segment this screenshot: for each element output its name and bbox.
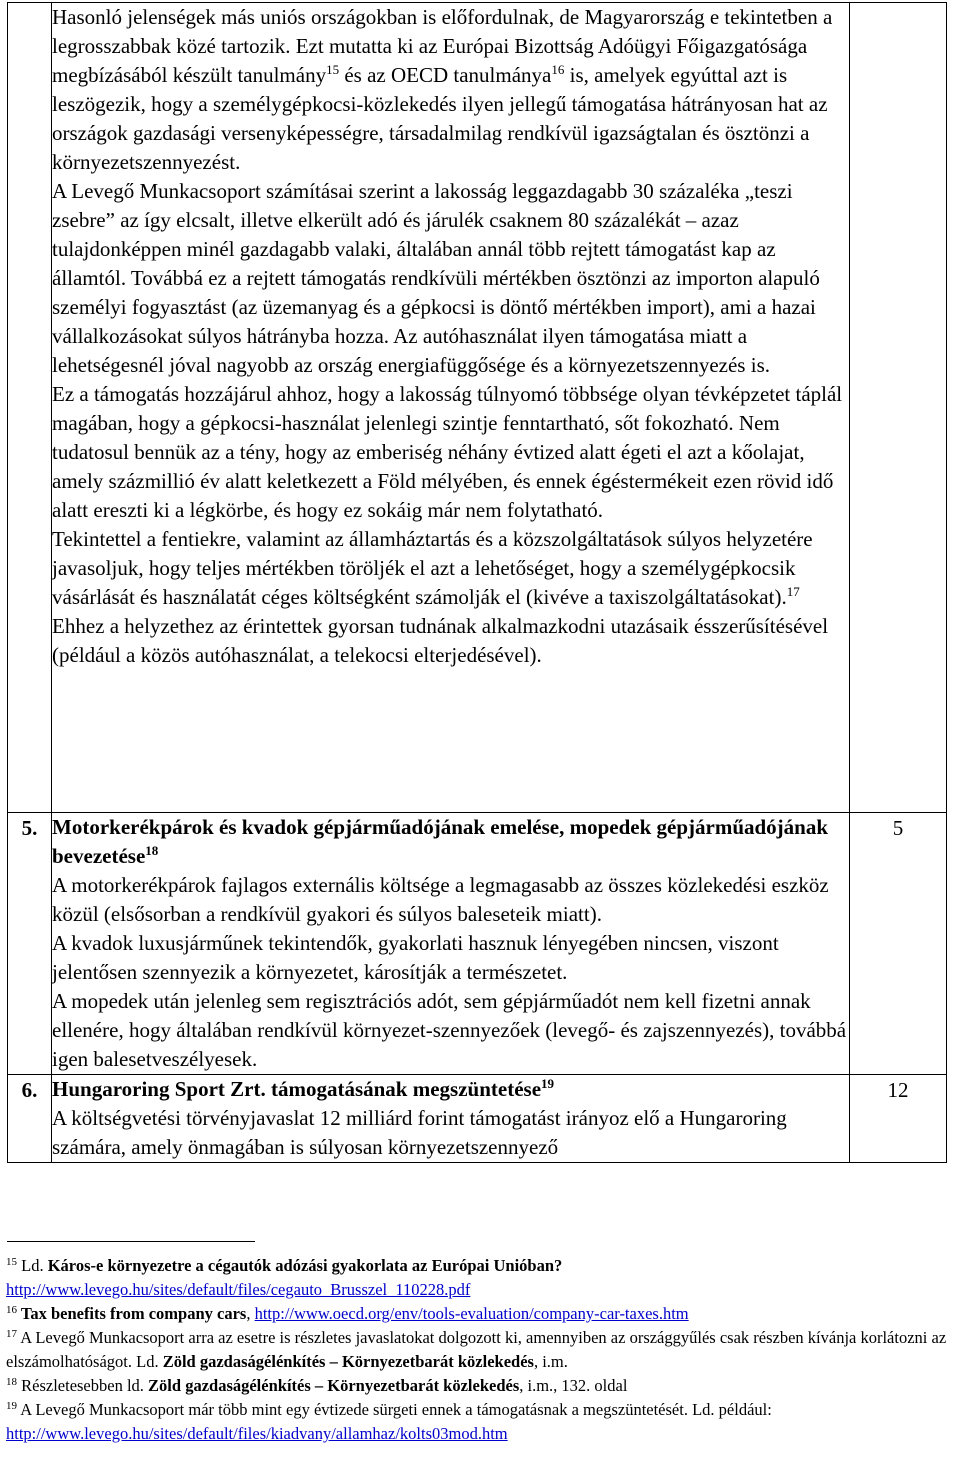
- footnote-title: Zöld gazdaságélénkítés – Környezetbarát közlekedés: [162, 1352, 534, 1371]
- footnote-text: ,: [246, 1304, 255, 1323]
- paragraph-mopeds: A mopedek után jelenleg sem regisztrációs adót, sem gépjárműadót nem kell fizetni annak ellenére, hogy általában rendkívül környezet-szennyezőek (levegő- és zajszennyezés), továbbá igen balesetveszélyesek.: [52, 989, 847, 1071]
- footnote-19: [6, 1398, 956, 1446]
- footnote-number: 18: [6, 1376, 17, 1388]
- amount-cell: [850, 1075, 947, 1163]
- footnote-15: [6, 1254, 956, 1302]
- paragraph-recommendation: [52, 525, 849, 670]
- amount-value: 12: [887, 1078, 909, 1102]
- footnotes: [6, 1254, 956, 1446]
- paragraph-comparison: [52, 3, 849, 177]
- footnote-title: Zöld gazdaságélénkítés – Környezetbarát közlekedés: [148, 1376, 520, 1395]
- section-title: [52, 1075, 849, 1104]
- amount-cell: [850, 3, 947, 813]
- footnote-17: [6, 1326, 956, 1374]
- proposal-text-cell: [52, 1075, 850, 1163]
- footnote-number: 19: [6, 1400, 17, 1412]
- proposal-text-cell: [52, 3, 850, 813]
- row-number-cell: [8, 3, 52, 813]
- footnote-number: 15: [6, 1256, 17, 1268]
- footnote-ref-15[interactable]: 15: [326, 62, 340, 77]
- footnote-18: [6, 1374, 956, 1398]
- title-text: Motorkerékpárok és kvadok gépjárműadójának emelése, mopedek gépjárműadójának bevezetése: [52, 815, 829, 868]
- row-number-cell: [8, 1075, 52, 1163]
- paragraph-misconception: Ez a támogatás hozzájárul ahhoz, hogy a lakosság túlnyomó többsége olyan tévképzetet táplál magában, hogy a gépkocsi-használat jelenlegi szintje fenntartható, sőt fokozható. Nem tudatosul bennük az a tény, hogy az emberiség néhány évtized alatt égeti el azt a kőolajat, amely százmillió év alatt keletkezett a Föld mélyében, és ennek égéstermékeit ezen rövid idő alatt ereszti ki a légkörbe, és hogy ez sokáig már nem folytatható.: [52, 382, 843, 522]
- section-title: [52, 813, 849, 871]
- proposal-text-cell: [52, 813, 850, 1075]
- row-number: 5.: [21, 816, 38, 840]
- title-text: Hungaroring Sport Zrt. támogatásának megszüntetése: [52, 1077, 542, 1101]
- footnote-text: A Levegő Munkacsoport arra az esetre is részletes javaslatokat dolgozott ki, amennyiben az országgyűlés csak részben kívánja korlátozni az elszámolhatóságot. Ld.: [6, 1328, 947, 1371]
- footnote-text: A Levegő Munkacsoport már több mint egy évtizede sürgeti ennek a támogatásnak a megszüntetését. Ld. például:: [17, 1400, 772, 1419]
- row-number: 6.: [21, 1078, 38, 1102]
- footnote-number: 17: [6, 1328, 17, 1340]
- paragraph-wealth-distribution: A Levegő Munkacsoport számításai szerint a lakosság leggazdagabb 30 százaléka „teszi zsebre” az így elcsalt, illetve elkerült adó és járulék csaknem 80 százalékát – azaz tulajdonképpen minél gazdagabb valaki, általában annál több rejtett támogatást kap az államtól. Továbbá ez a rejtett támogatás rendkívüli mértékben ösztönzi az importon alapuló személyi fogyasztást (az üzemanyag és a gépkocsi is döntő mértékben import), ami a hazai vállalkozásokat súlyos hátrányba hozza. Az autóhasználat ilyen támogatása miatt a lehetségesnél jóval nagyobb az ország energiafüggősége és a környezetszennyezés is.: [52, 179, 820, 377]
- footnote-link[interactable]: http://www.levego.hu/sites/default/files/kiadvany/allamhaz/kolts03mod.htm: [6, 1424, 508, 1443]
- table-row-section-6: [8, 1075, 947, 1163]
- footnote-link[interactable]: http://www.levego.hu/sites/default/files/cegauto_Brusszel_110228.pdf: [6, 1280, 471, 1299]
- paragraph-quads: A kvadok luxusjárműnek tekintendők, gyakorlati hasznuk lényegében nincsen, viszont jelentősen szennyezik a környezetet, károsítják a természetet.: [52, 931, 779, 984]
- footnote-text: , i.m.: [533, 1352, 568, 1371]
- text-span: is, amelyek egyúttal azt is leszögezik, hogy a személygépkocsi-közlekedés ilyen jellegű támogatása hátrányosan hat az országok gazdasági versenyképességre, társadalmilag rendkívül igazságtalan és ösztönzi a környezetszennyezést.: [52, 63, 828, 174]
- footnote-ref-18[interactable]: 18: [145, 843, 159, 858]
- text-span: Hasonló jelenségek más uniós országokban is előfordulnak, de Magyarország e tekintetben a legrosszabbak közé tartozik. Ezt mutatta ki az Európai Bizottság Adóügyi Főigazgatósága megbízásából készült tanulmány: [52, 5, 833, 87]
- footnote-text: Ld.: [17, 1256, 48, 1275]
- footnote-number: 16: [6, 1304, 17, 1316]
- footnote-16: [6, 1302, 956, 1326]
- proposals-table: [7, 2, 947, 1163]
- footnote-ref-17[interactable]: 17: [786, 584, 800, 599]
- footnote-separator: [7, 1241, 255, 1242]
- footnote-title: Tax benefits from company cars: [17, 1304, 247, 1323]
- paragraph-motorcycles: A motorkerékpárok fajlagos externális költsége a legmagasabb az összes közlekedési eszköz közül (elsősorban a rendkívül gyakori és súlyos baleseteik miatt).: [52, 873, 829, 926]
- footnote-text: , i.m., 132. oldal: [519, 1376, 628, 1395]
- footnote-ref-16[interactable]: 16: [551, 62, 565, 77]
- paragraph-hungaroring: A költségvetési törvényjavaslat 12 milliárd forint támogatást irányoz elő a Hungaroring számára, amely önmagában is súlyosan környezetszennyező: [52, 1106, 787, 1159]
- row-number-cell: [8, 813, 52, 1075]
- footnote-title: Káros-e környezetre a cégautók adózási gyakorlata az Európai Unióban?: [47, 1256, 563, 1275]
- footnote-text: Részletesebben ld.: [17, 1376, 149, 1395]
- amount-cell: [850, 813, 947, 1075]
- text-span: Ehhez a helyzethez az érintettek gyorsan tudnának alkalmazkodni utazásaik ésszerűsítésével (például a közös autóhasználat, a telekocsi elterjedésével).: [52, 614, 829, 667]
- footnote-ref-19[interactable]: 19: [541, 1076, 555, 1091]
- amount-value: 5: [892, 816, 904, 840]
- table-row-section-4-continued: [8, 3, 947, 813]
- table-row-section-5: [8, 813, 947, 1075]
- text-span: és az OECD tanulmánya: [339, 63, 552, 87]
- footnote-link[interactable]: http://www.oecd.org/env/tools-evaluation/company-car-taxes.htm: [254, 1304, 689, 1323]
- text-span: Tekintettel a fentiekre, valamint az államháztartás és a közszolgáltatások súlyos helyzetére javasoljuk, hogy teljes mértékben töröljék el azt a lehetőséget, hogy a személygépkocsik vásárlását és használatát céges költségként számolják el (kivéve a taxiszolgáltatásokat).: [52, 527, 813, 609]
